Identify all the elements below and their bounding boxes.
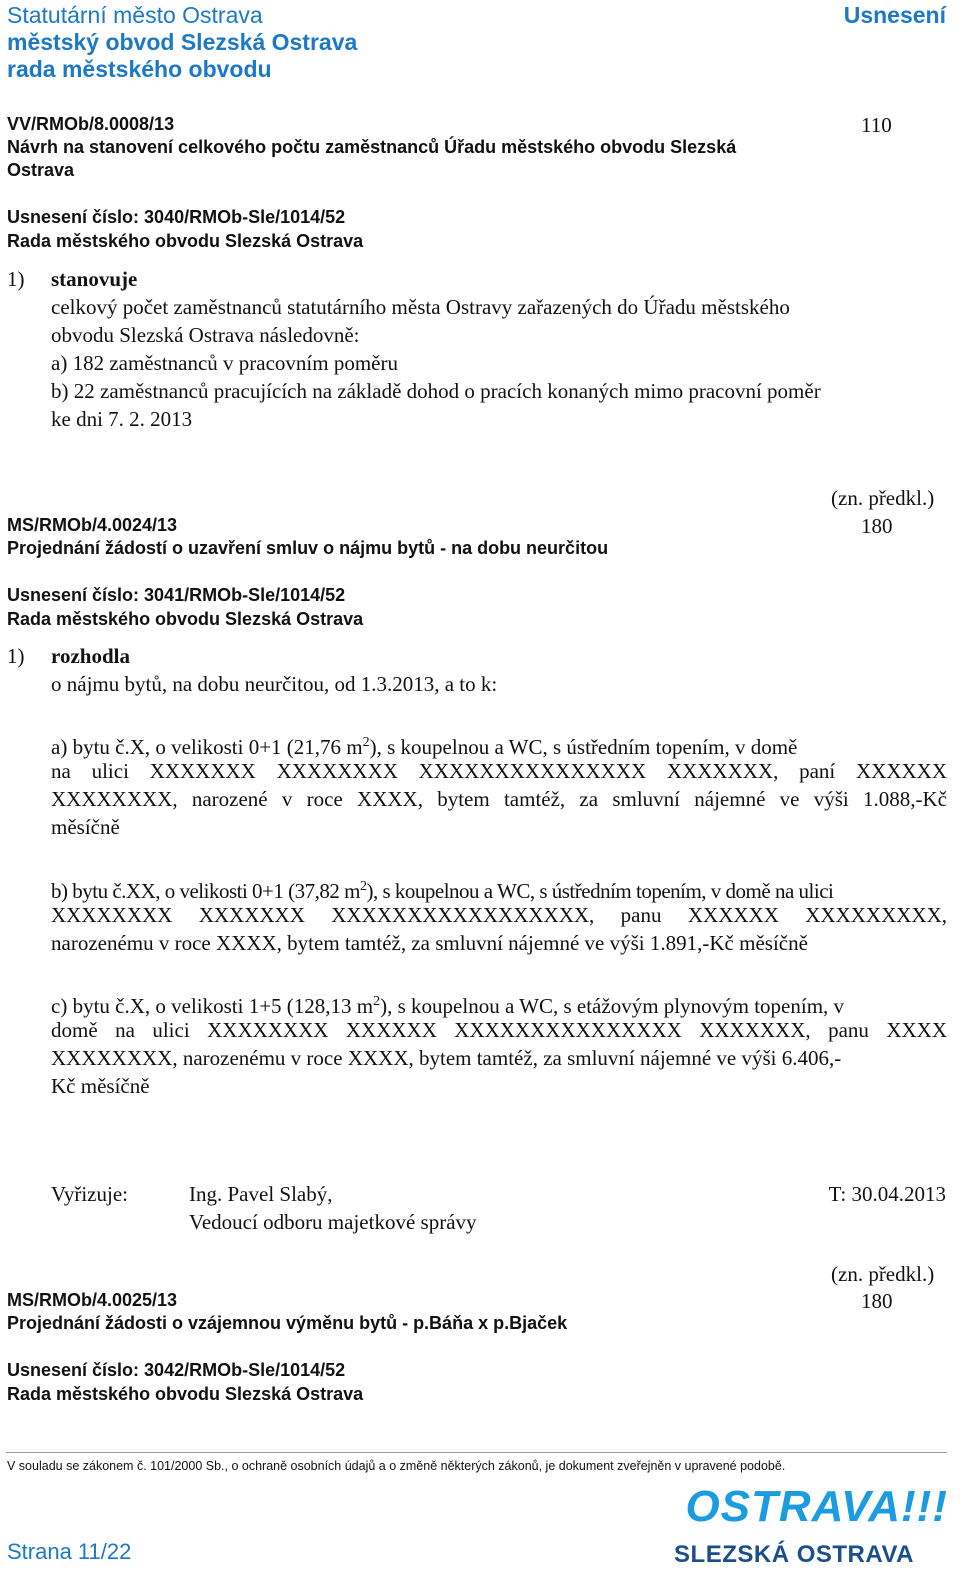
- header-district: městský obvod Slezská Ostrava: [7, 29, 358, 55]
- item3-resolution-number: Usnesení číslo: 3042/RMOb-Sle/1014/52: [7, 1360, 346, 1380]
- item2-resolution-number: Usnesení číslo: 3041/RMOb-Sle/1014/52: [7, 585, 346, 605]
- item2-page-ref: 180: [861, 514, 893, 538]
- item3-body: Rada městského obvodu Slezská Ostrava: [7, 1384, 364, 1404]
- item1-text-line: b) 22 zaměstnanců pracujících na základě dohod o pracích konaných mimo pracovní poměr: [51, 379, 821, 403]
- footer-divider: [6, 1452, 947, 1453]
- item1-text-line: celkový počet zaměstnanců statutárního města Ostravy zařazených do Úřadu městského: [51, 295, 790, 319]
- item3-code: MS/RMOb/4.0025/13: [7, 1290, 178, 1310]
- item1-verb: stanovuje: [51, 267, 138, 291]
- item1-page-ref: 110: [861, 113, 892, 137]
- item2-code: MS/RMOb/4.0024/13: [7, 515, 178, 535]
- responsible-role: Vedoucí odboru majetkové správy: [189, 1210, 477, 1234]
- item1-code: VV/RMOb/8.0008/13: [7, 114, 175, 134]
- item1-text-line: a) 182 zaměstnanců v pracovním poměru: [51, 351, 398, 375]
- item2-point-number: 1): [7, 644, 25, 668]
- responsible-name: Ing. Pavel Slabý,: [189, 1182, 333, 1206]
- item3-title: Projednání žádosti o vzájemnou výměnu bytů - p.Báňa x p.Bjaček: [7, 1313, 568, 1333]
- item1-title-line1: Návrh na stanovení celkového počtu zaměstnanců Úřadu městského obvodu Slezská: [7, 137, 737, 157]
- item1-text-line: ke dni 7. 2. 2013: [51, 407, 193, 431]
- item3-note: (zn. předkl.): [831, 1262, 935, 1286]
- item1-point-number: 1): [7, 267, 25, 291]
- ostrava-logo: OSTRAVA!!!: [685, 1482, 948, 1531]
- item1-text-line: obvodu Slezská Ostrava následovně:: [51, 323, 360, 347]
- item2-para-c-line1: c) bytu č.X, o velikosti 1+5 (128,13 $m^2$), s koupelnou a WC, s etážovým plynovým topením, v: [51, 994, 845, 1018]
- item2-verb: rozhodla: [51, 644, 130, 668]
- item2-para-b-line: XXXXXXXX XXXXXXX XXXXXXXXXXXXXXXXX, panu XXXXXX XXXXXXXXX,: [51, 903, 947, 927]
- item1-resolution-number: Usnesení číslo: 3040/RMOb-Sle/1014/52: [7, 207, 346, 227]
- header-council: rada městského obvodu: [7, 56, 272, 82]
- page-number: Strana 11/22: [7, 1539, 132, 1564]
- item2-para-c-line: XXXXXXXX, narozenému v roce XXXX, bytem tamtéž, za smluvní nájemné ve výši 6.406,-: [51, 1046, 842, 1070]
- item3-page-ref: 180: [861, 1289, 893, 1313]
- item2-para-c-line: domě na ulici XXXXXXXX XXXXXX XXXXXXXXXXXXXXX XXXXXXX, panu XXXX: [51, 1018, 947, 1042]
- item2-body: Rada městského obvodu Slezská Ostrava: [7, 609, 364, 629]
- item2-para-a-line: XXXXXXXX, narozené v roce XXXX, bytem tamtéž, za smluvní nájemné ve výši 1.088,-Kč: [51, 787, 947, 811]
- item2-para-a-line: na ulici XXXXXXX XXXXXXXX XXXXXXXXXXXXXXX XXXXXXX, paní XXXXXX: [51, 759, 947, 783]
- footer-notice: V souladu se zákonem č. 101/2000 Sb., o ochraně osobních údajů a o změně některých zákonů, je dokument zveřejněn v upravené podobě.: [7, 1459, 786, 1473]
- item2-para-b-line1: b) bytu č.XX, o velikosti 0+1 (37,82 $m^2$), s koupelnou a WC, s ústředním topením, v domě na ulici: [51, 879, 834, 903]
- item2-para-c-line: Kč měsíčně: [51, 1074, 150, 1098]
- para-a-start: a) bytu č.X, o velikosti 0+1 (21,76 $m^2$), s koupelnou a WC, s ústředním topením, v domě: [51, 735, 798, 759]
- responsible-label: Vyřizuje:: [51, 1182, 128, 1206]
- item2-intro: o nájmu bytů, na dobu neurčitou, od 1.3.2013, a to k:: [51, 672, 498, 696]
- item1-body: Rada městského obvodu Slezská Ostrava: [7, 231, 364, 251]
- item2-note: (zn. předkl.): [831, 486, 935, 510]
- deadline: T: 30.04.2013: [828, 1182, 946, 1206]
- header-city: Statutární město Ostrava: [7, 2, 263, 28]
- item2-title: Projednání žádostí o uzavření smluv o nájmu bytů - na dobu neurčitou: [7, 538, 609, 558]
- item1-title-line2: Ostrava: [7, 160, 75, 180]
- slezska-ostrava-logo: SLEZSKÁ OSTRAVA: [674, 1541, 914, 1568]
- header-doc-type: Usnesení: [843, 2, 946, 28]
- item2-para-a-line: měsíčně: [51, 815, 120, 839]
- item2-para-b-line: narozenému v roce XXXX, bytem tamtéž, za smluvní nájemné ve výši 1.891,-Kč měsíčně: [51, 931, 808, 955]
